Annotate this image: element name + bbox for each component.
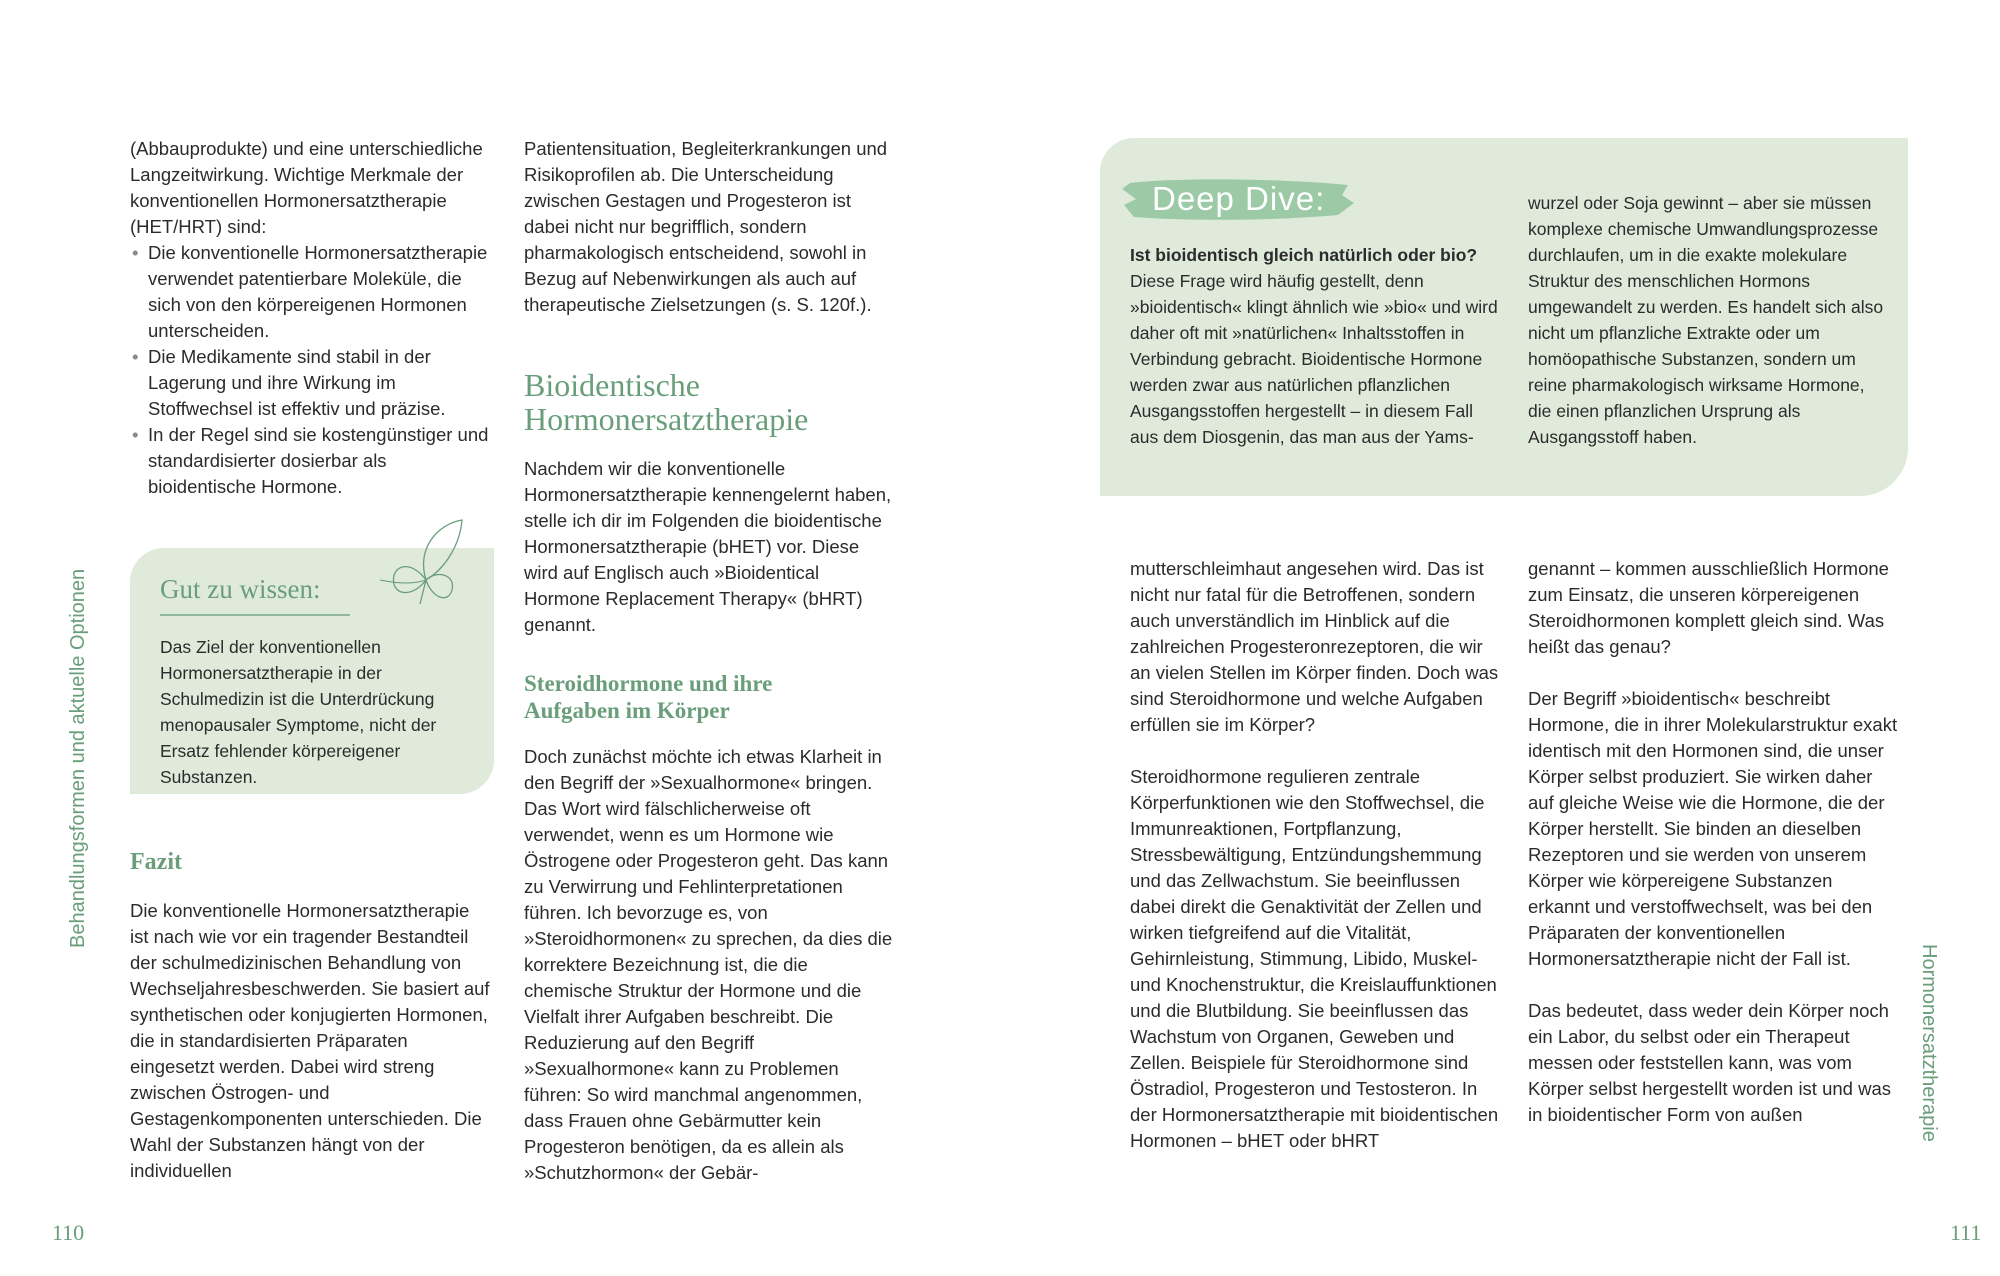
deep-dive-title-banner	[1120, 175, 1356, 223]
deep-dive-title: Deep Dive:	[1152, 180, 1326, 217]
deep-dive-question: Ist bioidentisch gleich natürlich oder bio?	[1130, 245, 1478, 265]
col4-para1: genannt – kommen ausschließlich Hormone zum Einsatz, die unseren körpereigenen Steroidhormonen komplett gleich sind. Was heißt das genau?	[1528, 558, 1889, 657]
col1-intro: (Abbauprodukte) und eine unterschiedliche Langzeitwirkung. Wichtige Merkmale der konventionellen Hormonersatztherapie (HET/HRT) sind:	[130, 138, 483, 237]
fazit-heading: Fazit	[130, 849, 182, 875]
deep-dive-text-1: Diese Frage wird häufig gestellt, denn »bioidentisch« klingt ähnlich wie »bio« und wird daher oft mit »natürlichen« Inhaltsstoffen in Verbindung gebracht. Bioidentische Hormone werden zwar aus natürlichen pflanzlichen Ausgangsstoffen hergestellt – in diesem Fall aus dem Diosgenin, das man aus der Yams-	[1130, 271, 1498, 447]
good-to-know-text: Das Ziel der konventionellen Hormonersatztherapie in der Schulmedizin ist die Unterdrückung menopausaler Symptome, nicht der Ersatz fehlender körpereigener Substanzen.	[160, 637, 437, 787]
deep-dive-text-2: wurzel oder Soja gewinnt – aber sie müssen komplexe chemische Umwandlungsprozesse durchlaufen, um in die exakte molekulare Struktur des menschlichen Hormons umgewandelt zu werden. Es handelt sich also nicht um pflanzliche Extrakte oder um homöopathische Substanzen, sondern um reine pharmakologisch wirksame Hormone, die einen pflanzlichen Ursprung als Ausgangsstoff haben.	[1528, 193, 1884, 447]
page-number-left: 110	[52, 1220, 85, 1245]
col2-intro: Patientensituation, Begleiterkrankungen und Risikoprofilen ab. Die Unterscheidung zwischen Gestagen und Progesteron ist dabei nicht nur begrifflich, sondern pharmakologisch entscheidend, sowohl in Bezug auf Nebenwirkungen als auch auf therapeutische Zielsetzungen (s. S. 120f.).	[524, 138, 888, 315]
col2-para2: Doch zunächst möchte ich etwas Klarheit in den Begriff der »Sexualhormone« bringen. Das Wort wird fälschlicherweise oft verwendet, wenn es um Hormone wie Östrogene oder Progesteron geht. Das kann zu Verwirrung und Fehlinterpretationen führen. Ich bevorzuge es, von »Steroidhormonen« zu sprechen, da dies die korrektere Bezeichnung ist, die die chemische Struktur der Hormone und die Vielfalt ihrer Aufgaben beschreibt. Die Reduzierung auf den Begriff »Sexualhormone« kann zu Problemen führen: So wird manchmal angenommen, dass Frauen ohne Gebärmutter kein Progesteron benötigen, da es allein als »Schutzhormon« der Gebär-	[524, 746, 893, 1183]
side-label-right: Hormonersatztherapie	[1918, 944, 1940, 1142]
deep-dive-column-1	[1130, 242, 1500, 450]
right-column-1	[1130, 556, 1502, 1154]
list-item: • In der Regel sind sie kostengünstiger und standardisierter dosierbar als bioidentische Hormone.	[130, 422, 492, 500]
col4-para3: Das bedeutet, dass weder dein Körper noch ein Labor, du selbst oder ein Therapeut messen oder feststellen kann, was vom Körper selbst hergestellt worden ist und was in bioidentischer Form von außen	[1528, 1000, 1891, 1125]
subsection-heading: Steroidhormone und ihre Aufgaben im Körper	[524, 671, 773, 723]
list-item: • Die konventionelle Hormonersatztherapie verwendet patentierbare Moleküle, die sich von den körpereigenen Hormonen unterscheiden.	[130, 240, 492, 344]
left-column-2	[524, 136, 894, 1186]
section-heading: Bioidentische Hormonersatztherapie	[524, 367, 809, 437]
features-list	[130, 240, 492, 500]
right-column-2	[1528, 556, 1898, 1128]
title-underline	[160, 614, 350, 616]
left-column-1	[130, 136, 492, 500]
col4-para2: Der Begriff »bioidentisch« beschreibt Hormone, die in ihrer Molekularstruktur exakt identisch mit den Hormonen sind, die unser Körper selbst produziert. Sie wirken daher auf gleiche Weise wie die Hormone, die der Körper herstellt. Sie binden an dieselben Rezeptoren und sie werden von unserem Körper wie körpereigene Substanzen erkannt und verstoffwechselt, was bei den Präparaten der konventionellen Hormonersatztherapie nicht der Fall ist.	[1528, 688, 1898, 969]
fazit-text: Die konventionelle Hormonersatztherapie ist nach wie vor ein tragender Bestandteil der schulmedizinischen Behandlung von Wechseljahresbeschwerden. Sie basiert auf synthetischen oder konjugierten Hormonen, die in standardisierten Präparaten eingesetzt werden. Dabei wird streng zwischen Östrogen- und Gestagenkomponenten unterschieden. Die Wahl der Substanzen hängt von der individuellen	[130, 900, 490, 1181]
col2-para1: Nachdem wir die konventionelle Hormonersatztherapie kennengelernt haben, stelle ich dir im Folgenden die bioidentische Hormonersatztherapie (bHET) vor. Diese wird auf Englisch auch »Bioidentical Hormone Replacement Therapy« (bHRT) genannt.	[524, 458, 892, 635]
deep-dive-column-2	[1528, 190, 1888, 450]
side-label-left: Behandlungsformen und aktuelle Optionen	[67, 568, 89, 948]
butterfly-icon	[380, 518, 470, 618]
col3-para2: Steroidhormone regulieren zentrale Körperfunktionen wie den Stoffwechsel, die Immunreaktionen, Fortpflanzung, Stressbewältigung, Entzündungshemmung und das Zellwachstum. Sie beeinflussen dabei direkt die Genaktivität der Zellen und wirken tiefgreifend auf die Vitalität, Gehirnleistung, Stimmung, Libido, Muskel- und Knochenstruktur, die Kreislauffunktionen und die Blutbildung. Sie beeinflussen das Wachstum von Organen, Geweben und Zellen. Beispiele für Steroidhormone sind Östradiol, Progesteron und Testosteron. In der Hormonersatztherapie mit bioidentischen Hormonen – bHET oder bHRT	[1130, 766, 1499, 1151]
good-to-know-title: Gut zu wissen:	[160, 574, 321, 604]
col3-para1: mutterschleimhaut angesehen wird. Das ist nicht nur fatal für die Betroffenen, sondern auch unverständlich im Hinblick auf die zahlreichen Progesteronrezeptoren, die wir an vielen Stellen im Körper finden. Doch was sind Steroidhormone und welche Aufgaben erfüllen sie im Körper?	[1130, 558, 1499, 735]
fazit-section	[130, 848, 492, 1184]
list-item: • Die Medikamente sind stabil in der Lagerung und ihre Wirkung im Stoffwechsel ist effektiv und präzise.	[130, 344, 492, 422]
page-number-right: 111	[1950, 1220, 1982, 1245]
